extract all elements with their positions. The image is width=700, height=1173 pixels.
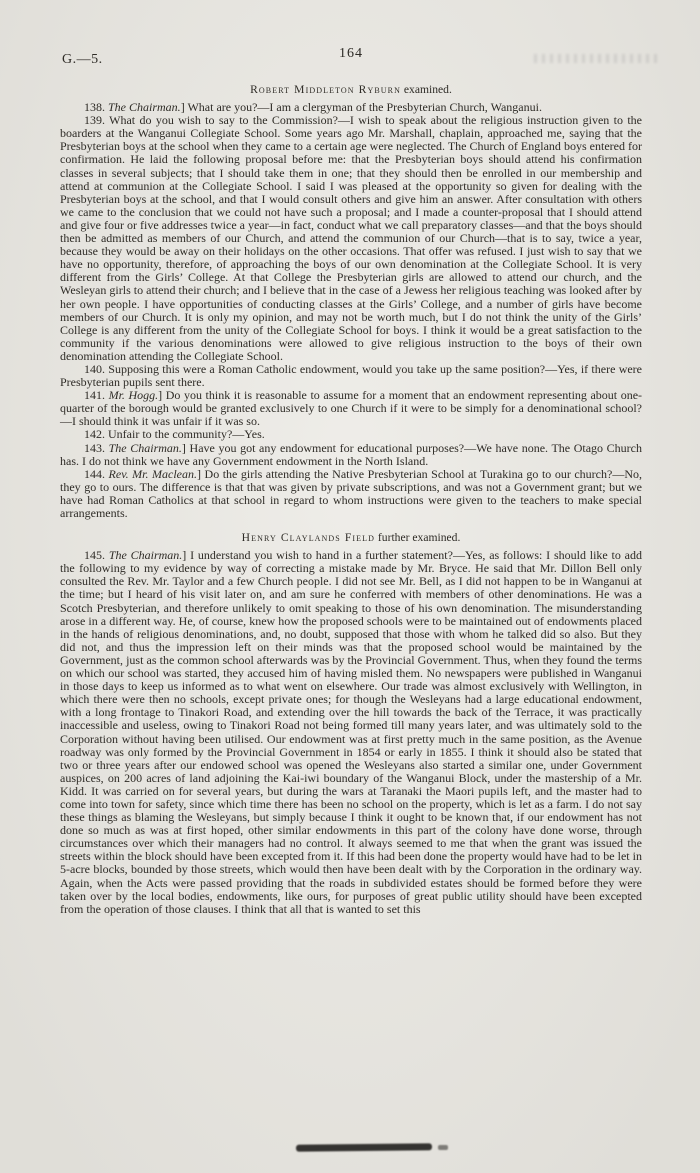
qa-paragraph: 144. Rev. Mr. Maclean.] Do the girls attending the Native Presbyterian School at Turakina go to our church?—No, they go to ours. The difference is that that was given by private subscriptions, and was not a Government grant; but we have had Roman Catholics at that school in regard to whom instructions were given to the teachers to make special arrangements.	[60, 466, 642, 520]
witness-name: Henry Claylands Field	[241, 531, 376, 545]
witness-name: Robert Middleton Ryburn	[250, 83, 402, 96]
speaker-name: The Chairman.	[108, 440, 182, 455]
speaker-name: Mr. Hogg.	[108, 388, 159, 403]
qa-paragraph: 142. Unfair to the community?—Yes.	[84, 427, 265, 442]
qa-paragraph: 138. The Chairman.] What are you?—I am a clergyman of the Presbyterian Church, Wanganui.	[84, 100, 542, 115]
document-body	[60, 83, 642, 916]
qa-paragraph: 145. The Chairman.] I understand you wish to hand in a further statement?—Yes, as follows: I should like to add the following to my evidence by way of correcting a mistake made by Mr. Bryce. He said that Mr. Dillon Bell only consulted the Rev. Mr. Taylor and a few Church people. I did not see Mr. Bell, as I did not happen to be in Wanganui at the time; but I heard of his visit later on, and am sure he conferred with members of other denominations. He was a Scotch Presbyterian, and therefore unlikely to omit speaking to those of his own denomination. The misunderstanding arose in a different way. He, of course, knew how the proposed schools were to be maintained out of endowments placed in the hands of religious denominations, and, no doubt, supposed that those with whom he talked did so also. But they did not, and thus the impression left on their minds was that the proposed school would be maintained by the Government, just as the common school afterwards was by the Provincial Government. Thus, when they found the terms on which our school was started, they accused him of having misled them. No newspapers were published in Wanganui in those days to keep us informed as to what went on elsewhere. Our trade was almost exclusively with Wellington, in which there were then no schools, except private ones; for though the Wesleyans had a large educational endowment, with a long frontage to Tinakori Road, and extending over the hill towards the back of the Terrace, it was practically inaccessible and useless, owing to Tinakori Road not being formed till many years later, and was ultimately sold to the Corporation without having been utilised. Our endowment was at first pretty much in the same position, as the Avenue roadway was only formed by the Provincial Government in 1854 or early in 1855. I think it should also be stated that two or three years after our endowed school was opened the Wesleyans also started a similar one, under Government auspices, on 200 acres of land adjoining the Kai-iwi boundary of the Wanganui Block, under the mastership of a Mr. Kidd. It was carried on for several years, but during the wars at Taranaki the Maori pupils left, and the master had to come into town for safety, since which time there has been no school on the property, which is let as a farm. I do not say these things as blaming the Wesleyans, but simply because I think it ought to be known that, if our endowment has not done so much as was at first hoped, other similar endowments in this part of the colony have done worse, through circumstances over which their managers had no control. It always seemed to me that when the grant was issued the streets within the block should have been excepted from it. If this had been done the property would have had to be let in 5-acre blocks, bounded by those streets, which would then have been dealt with by the Corporation in the ordinary way. Again, when the Acts were passed providing that the roads in subdivided estates should be formed before they were taken over by the local bodies, endowments, like ours, for purposes of great public utility should have been excepted from the operation of those clauses. I think that all that is wanted to set this	[60, 548, 643, 916]
speaker-name: The Chairman.	[108, 100, 181, 115]
scan-smudge-bottom	[296, 1143, 432, 1151]
qa-paragraph: 143. The Chairman.] Have you got any endowment for educational purposes?—We have none. The Otago Church has. I do not think we have any Government endowment in the North Island.	[60, 440, 642, 468]
document-reference: G.—5.	[62, 52, 103, 67]
section-heading: Robert Middleton Ryburn examined.	[250, 83, 452, 96]
qa-paragraph: 140. Supposing this were a Roman Catholic endowment, would you take up the same position?—Yes, if there were Presbyterian pupils sent there.	[60, 361, 643, 390]
qa-paragraph: 141. Mr. Hogg.] Do you think it is reasonable to assume for a moment that an endowment representing about one-quarter of the borough would be granted exclusively to one Church if it were to be simply for a denominational school?—I should think it was unfair if it was so.	[60, 388, 643, 429]
page-header	[60, 44, 642, 72]
speaker-name: The Chairman.	[108, 548, 183, 563]
qa-paragraph: 139. What do you wish to say to the Commission?—I wish to speak about the religious instruction given to the boarders at the Wanganui Collegiate School. Some years ago Mr. Marshall, chaplain, approached me, saying that the Presbyterian boys at the school when they came to a certain age were neglected. The Church of England boys entered for confirmation. He laid the following proposal before me: that the Presbyterian boys should attend his confirmation classes in several subjects; that I should take them in one; that they should then be enrolled in our membership and attend at communion at the Collegiate School. I said I was pleased at the opportunity so given for dealing with the Presbyterian boys at the school, and that I would consult others and give him an answer. After consultation with others we came to the conclusion that we could not have such a proposal; and I made a counter-proposal that I should attend and give four or five addresses twice a year—in fact, conduct what we call preparatory classes—and that the boys should then be admitted as members of our Church, and attend the communion of our Church—that is to say, twice a year, because they would be away on their holidays on the other occasions. That offer was refused. I just wish to say that we have no opportunity, therefore, of approaching the boys of our own denomination at the Collegiate School. It is very different from the Girls’ College. At that College the Presbyterian girls are allowed to attend our church, and the Wesleyan girls to attend their church; and I believe that in the case of a Jewess her religious teaching was looked after by her own people. I have opportunities of conducting classes at the Girls’ College, and a number of girls have become members of our Church. It is only my opinion, and may not be worth much, but I do not think the unity of the Girls’ College is any different from the unity of the Collegiate School for boys. I think it would be a great satisfaction to the community if the various denominations were allowed to give religious instruction to the boys of their own denomination attending the Collegiate School.	[60, 113, 642, 363]
section-heading: Henry Claylands Field further examined.	[241, 531, 461, 545]
page-number: 164	[339, 46, 363, 61]
scan-smudge-dot	[438, 1145, 448, 1150]
scan-smudge-top	[534, 54, 662, 63]
speaker-name: Rev. Mr. Maclean.	[108, 466, 197, 481]
